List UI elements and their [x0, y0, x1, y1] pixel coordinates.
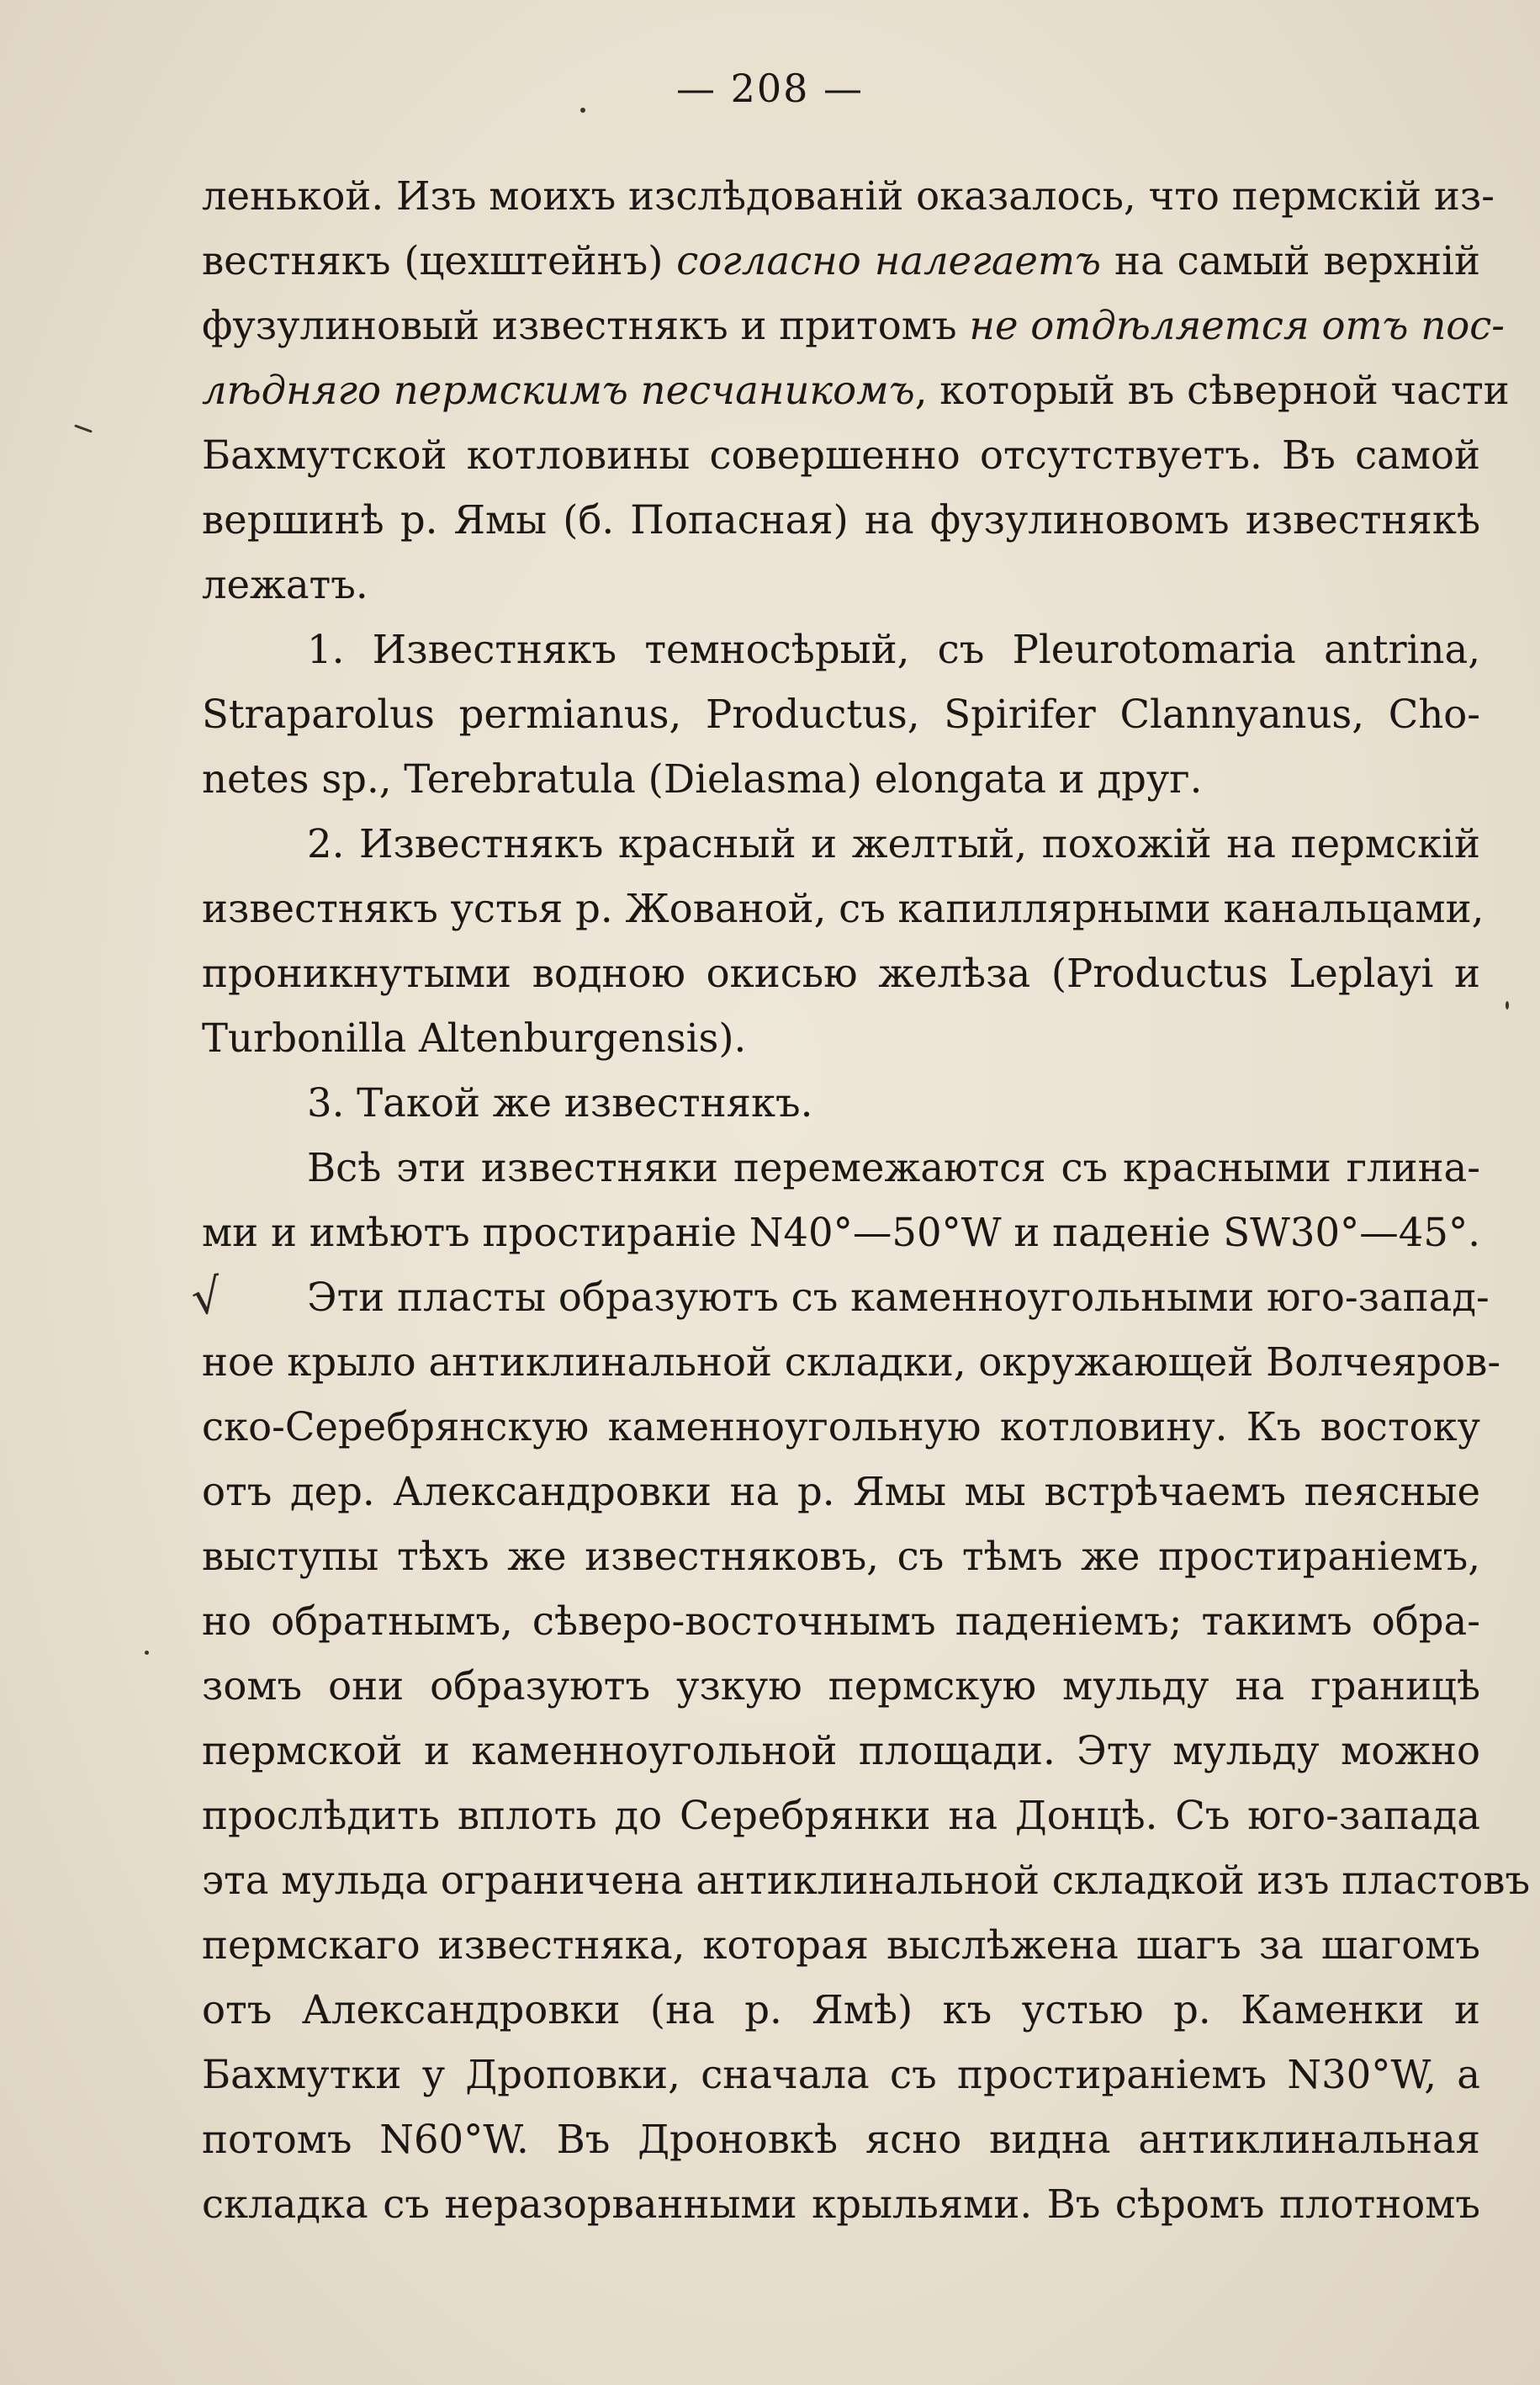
text-line: выступы тѣхъ же известняковъ, съ тѣмъ же простираніемъ, — [202, 1534, 1480, 1579]
text-line — [202, 294, 1506, 358]
text-line: пермскаго известняка, которая выслѣжена шагъ за шагомъ — [202, 1922, 1480, 1968]
ink-speck — [1506, 1001, 1509, 1010]
text-segment: фузулиновый известнякъ и притомъ — [202, 303, 970, 348]
text-line: прослѣдить вплоть до Серебрянки на Донцѣ. Съ юго-запада — [202, 1793, 1480, 1838]
text-line: 3. Такой же известнякъ. — [307, 1080, 813, 1126]
text-line: Бахмутки у Дроповки, сначала съ простираніемъ N30°W, а — [202, 2052, 1480, 2097]
page-number: — 208 — — [675, 66, 865, 111]
text-line — [202, 229, 1480, 294]
text-line: Turbonilla Altenburgensis). — [202, 1015, 747, 1061]
italic-segment: согласно налегаетъ — [676, 238, 1102, 284]
text-line: вершинѣ р. Ямы (б. Попасная) на фузулиновомъ известнякѣ — [202, 497, 1480, 543]
text-segment: вестнякъ (цехштейнъ) — [202, 238, 677, 284]
text-line — [202, 358, 1510, 423]
ink-speck — [74, 424, 93, 432]
italic-segment: не отдѣляется отъ пос- — [969, 303, 1506, 348]
text-line: известнякъ устья р. Жованой, съ капиллярными канальцами, — [202, 886, 1484, 931]
text-segment: , который въ сѣверной части — [914, 368, 1510, 413]
text-line: Straparolus permianus, Productus, Spirifer Clannyanus, Cho- — [202, 692, 1480, 737]
text-line: ное крыло антиклинальной складки, окружающей Волчеяров- — [202, 1339, 1501, 1385]
body-text — [202, 164, 1531, 2237]
text-line: Бахмутской котловины совершенно отсутствуетъ. Въ самой — [202, 432, 1480, 478]
text-line: эта мульда ограничена антиклинальной складкой изъ пластовъ — [202, 1858, 1531, 1903]
text-segment: на самый верхній — [1101, 238, 1480, 284]
text-line: ленькой. Изъ моихъ изслѣдованій оказалось, что пермскій из- — [202, 173, 1495, 219]
italic-segment: лѣдняго пермскимъ песчаникомъ — [202, 368, 915, 413]
text-line: Всѣ эти известняки перемежаются съ красными глина- — [307, 1145, 1480, 1190]
text-line: 1. Известнякъ темносѣрый, съ Pleurotomaria antrina, — [307, 627, 1480, 672]
text-line: пермской и каменноугольной площади. Эту мульду можно — [202, 1728, 1480, 1773]
pencil-check-mark: √ — [188, 1268, 226, 1328]
text-line: 2. Известнякъ красный и желтый, похожій на пермскій — [307, 821, 1480, 867]
text-line: потомъ N60°W. Въ Дроновкѣ ясно видна антиклинальная — [202, 2117, 1480, 2162]
text-line: ми и имѣютъ простираніе N40°—50°W и паденіе SW30°—45°. — [202, 1210, 1480, 1255]
text-line: отъ дер. Александровки на р. Ямы мы встрѣчаемъ пеясные — [202, 1469, 1480, 1514]
text-line: Эти пласты образуютъ съ каменноугольными юго-запад- — [307, 1275, 1490, 1320]
text-line: зомъ они образуютъ узкую пермскую мульду на границѣ — [202, 1663, 1480, 1709]
text-line: но обратнымъ, сѣверо-восточнымъ паденіемъ; такимъ обра- — [202, 1598, 1480, 1644]
text-line: отъ Александровки (на р. Ямѣ) къ устью р. Каменки и — [202, 1987, 1480, 2033]
text-line: проникнутыми водною окисью желѣза (Productus Leplayi и — [202, 951, 1480, 996]
text-line: лежатъ. — [202, 562, 368, 607]
text-line: netes sp., Terebratula (Dielasma) elongata и друг. — [202, 756, 1203, 802]
text-line: складка съ неразорванными крыльями. Въ сѣромъ плотномъ — [202, 2181, 1480, 2227]
ink-speck — [580, 108, 585, 113]
text-line: ско-Серебрянскую каменноугольную котловину. Къ востоку — [202, 1404, 1480, 1450]
ink-speck — [145, 1651, 149, 1655]
